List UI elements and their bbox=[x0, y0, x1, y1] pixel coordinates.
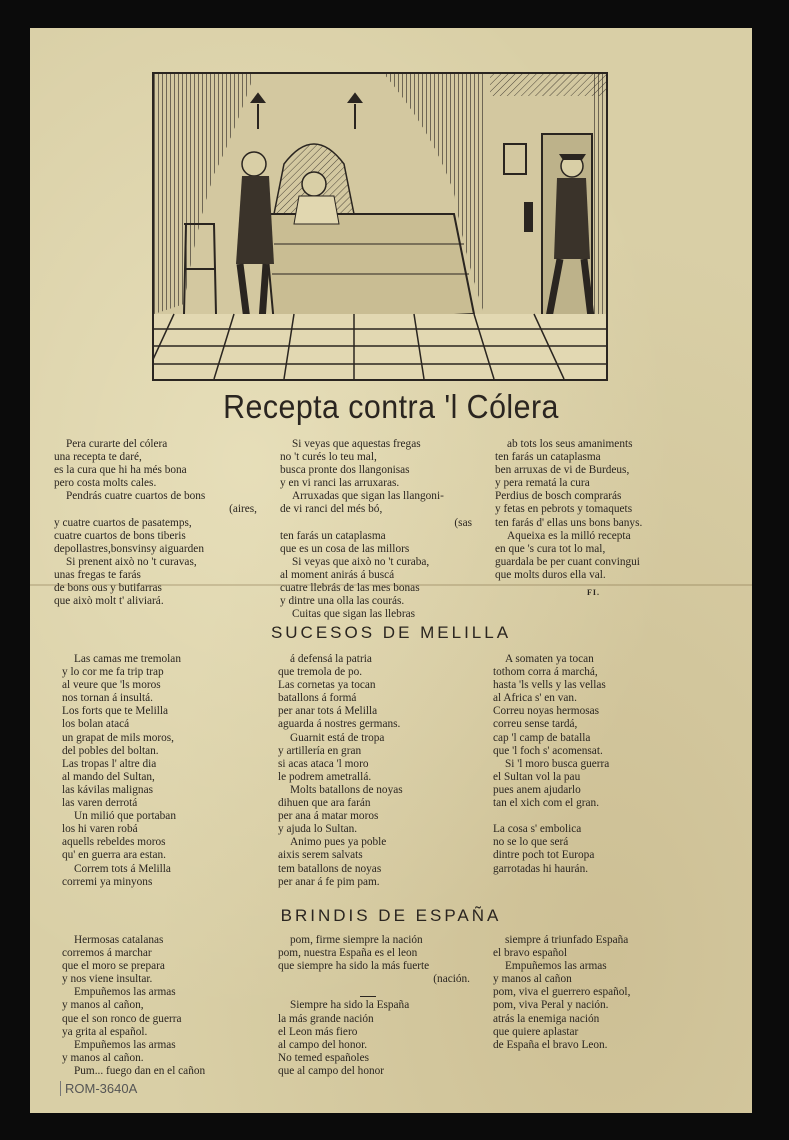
verse-line: ten farás d' ellas uns bons banys. bbox=[495, 516, 643, 529]
verse-line: tothom corra á marchá, bbox=[493, 666, 598, 679]
verse-line: y pera rematá la cura bbox=[495, 477, 590, 490]
verse-line: busca pronte dos llangonisas bbox=[280, 464, 410, 477]
verse-line: de vi ranci del més bó, bbox=[280, 503, 383, 516]
broadsheet-page bbox=[30, 28, 752, 1113]
verse-line: que el moro se prepara bbox=[62, 960, 165, 973]
verse-line: si acas ataca 'l moro bbox=[278, 757, 369, 770]
verse-line: el Sultan vol la pau bbox=[493, 770, 581, 783]
verse-line: Las tropas l' altre dia bbox=[62, 757, 157, 770]
section-heading: BRINDIS DE ESPAÑA bbox=[280, 906, 502, 925]
verse-line: los bolan atacá bbox=[62, 718, 130, 731]
verse-line: Empuñemos las armas bbox=[505, 960, 607, 973]
verse-line: pom, viva Peral y nación. bbox=[493, 999, 609, 1012]
verse-line: que el son ronco de guerra bbox=[62, 1012, 182, 1025]
page-title: Recepta contra 'l Cólera bbox=[223, 388, 559, 425]
verse-line: y fetas en pebrots y tomaquets bbox=[495, 503, 633, 516]
verse-line: y ajuda lo Sultan. bbox=[278, 823, 358, 836]
verse-line: las kávilas malignas bbox=[62, 783, 153, 796]
verse-line: garrotadas hi haurán. bbox=[493, 862, 589, 875]
verse-line: al Africa s' en van. bbox=[493, 692, 577, 705]
verse-line: tan el xich com el gran. bbox=[493, 797, 600, 810]
verse-line: Si prenent això no 't curavas, bbox=[66, 555, 197, 568]
poem-column bbox=[62, 934, 205, 1078]
verse-line: al campo del honor. bbox=[278, 1038, 368, 1051]
poem-column bbox=[495, 438, 642, 582]
verse-line: del pobles del boltan. bbox=[62, 744, 159, 757]
verse-line: al veure que 'ls moros bbox=[62, 679, 161, 692]
verse-line: Guarnit está de tropa bbox=[290, 731, 385, 744]
verse-line: y manos al cañon, bbox=[62, 999, 144, 1012]
verse-line: Molts batallons de noyas bbox=[290, 783, 403, 796]
verse-line: y artillería en gran bbox=[278, 744, 362, 757]
verse-line: tem batallons de noyas bbox=[278, 862, 382, 875]
verse-line: Perdius de bosch comprarás bbox=[495, 490, 622, 503]
verse-line bbox=[493, 810, 609, 823]
verse-line: y dintre una olla las courás. bbox=[280, 595, 405, 608]
verse-line: una recepta te daré, bbox=[54, 451, 142, 464]
verse-line: (nación. bbox=[433, 973, 470, 986]
verse-line: pom, viva el guerrero español, bbox=[493, 986, 631, 999]
verse-line: dihuen que ara farán bbox=[278, 797, 371, 810]
verse-line: dintre poch tot Europa bbox=[493, 849, 595, 862]
verse-line: la más grande nación bbox=[278, 1012, 374, 1025]
verse-line: es la cura que hi ha més bona bbox=[54, 464, 187, 477]
verse-line: y en vi ranci las arruxaras. bbox=[280, 477, 400, 490]
verse-line: No temed españoles bbox=[278, 1051, 369, 1064]
poem-column bbox=[493, 934, 630, 1052]
verse-line: y manos al cañon bbox=[493, 973, 572, 986]
section-heading: SUCESOS DE MELILLA bbox=[270, 623, 512, 642]
verse-line: que tremola de po. bbox=[278, 666, 363, 679]
poem-column bbox=[278, 934, 470, 1078]
verse-line: que 'l foch s' acomensat. bbox=[493, 744, 603, 757]
verse-line: ten farás un cataplasma bbox=[495, 451, 601, 464]
verse-line: Animo pues ya poble bbox=[290, 836, 387, 849]
verse-line: pero costa molts cales. bbox=[54, 477, 157, 490]
verse-divider bbox=[360, 996, 376, 997]
bedroom-scene-illustration bbox=[152, 72, 608, 381]
verse-line: Los forts que te Melilla bbox=[62, 705, 169, 718]
verse-line: siempre á triunfado España bbox=[505, 934, 629, 946]
verse-line: cap 'l camp de batalla bbox=[493, 731, 591, 744]
verse-line: y lo cor me fa trip trap bbox=[62, 666, 164, 679]
verse-line: Aqueixa es la milló recepta bbox=[507, 529, 631, 542]
verse-line: que quiere aplastar bbox=[493, 1025, 579, 1038]
verse-line: Un milió que portaban bbox=[74, 810, 176, 823]
verse-line: no 't curés lo teu mal, bbox=[280, 451, 377, 464]
verse-line: Pera curarte del cólera bbox=[66, 438, 168, 450]
poem-column bbox=[278, 653, 403, 889]
verse-line: (sas bbox=[454, 516, 472, 529]
verse-line: depollastres,bonsvinsy aiguarden bbox=[54, 542, 204, 555]
verse-line: Si 'l moro busca guerra bbox=[505, 757, 610, 770]
verse-line: Correu noyas hermosas bbox=[493, 705, 600, 718]
verse-line: ben arruxas de vi de Burdeus, bbox=[495, 464, 630, 477]
verse-line: que això molt t' aliviará. bbox=[54, 595, 164, 608]
poem-column bbox=[493, 653, 609, 876]
verse-line: cuatre cuartos de bons tiberis bbox=[54, 529, 186, 542]
verse-line: Hermosas catalanas bbox=[74, 934, 164, 946]
verse-line: no se lo que será bbox=[493, 836, 569, 849]
verse-line: al mando del Sultan, bbox=[62, 770, 155, 783]
verse-line: los hi varen robá bbox=[62, 823, 138, 836]
verse-line: Empuñemos las armas bbox=[74, 1038, 176, 1051]
verse-line: corremos á marchar bbox=[62, 947, 152, 960]
verse-line: atrás la enemiga nación bbox=[493, 1012, 600, 1025]
verse-line: nos tornan á insultá. bbox=[62, 692, 153, 705]
verse-line: Si veyas que aquestas fregas bbox=[292, 438, 421, 450]
verse-line: (aires, bbox=[229, 503, 257, 516]
verse-line: corremi ya minyons bbox=[62, 875, 153, 888]
poem-column bbox=[280, 438, 472, 621]
verse-line: pom, nuestra España es el leon bbox=[278, 947, 418, 960]
verse-line: Siempre ha sido la España bbox=[290, 999, 410, 1012]
verse-line: cuatre llebrás de las mes bonas bbox=[280, 582, 420, 595]
verse-line: Cuitas que sigan las llebras bbox=[292, 608, 415, 621]
verse-line: aguarda á nostres germans. bbox=[278, 718, 401, 731]
verse-line: correu sense tardá, bbox=[493, 718, 578, 731]
verse-line: Pum... fuego dan en el cañon bbox=[74, 1064, 206, 1077]
verse-line: en que 's cura tot lo mal, bbox=[495, 542, 606, 555]
verse-line: pom, firme siempre la nación bbox=[290, 934, 423, 946]
verse-line: per ana á matar moros bbox=[278, 810, 379, 823]
verse-line: que molts duros ella val. bbox=[495, 568, 606, 581]
verse-line: Correm tots á Melilla bbox=[74, 862, 171, 875]
verse-line: las varen derrotá bbox=[62, 797, 138, 810]
verse-line: per anar á fe pim pam. bbox=[278, 875, 380, 888]
engraving-drawing bbox=[154, 74, 606, 379]
verse-line: unas fregas te farás bbox=[54, 568, 141, 581]
verse-line: aixis serem salvats bbox=[278, 849, 363, 862]
verse-line: que es un cosa de las millors bbox=[280, 542, 410, 555]
verse-line: Las camas me tremolan bbox=[74, 653, 181, 665]
verse-line: Si veyas que això no 't curaba, bbox=[292, 555, 430, 568]
verse-line: Las cornetas ya tocan bbox=[278, 679, 376, 692]
verse-line: Pendrás cuatre cuartos de bons bbox=[66, 490, 206, 503]
poem-column bbox=[54, 438, 257, 608]
verse-line: qu' en guerra ara estan. bbox=[62, 849, 166, 862]
verse-line: per anar tots á Melilla bbox=[278, 705, 378, 718]
verse-line: aquells rebeldes moros bbox=[62, 836, 166, 849]
verse-line: le podrem ametrallá. bbox=[278, 770, 372, 783]
verse-line: ab tots los seus amaniments bbox=[507, 438, 633, 450]
verse-line: ten farás un cataplasma bbox=[280, 529, 386, 542]
verse-line: el Leon más fiero bbox=[278, 1025, 358, 1038]
shelfmark-label: ROM-3640A bbox=[60, 1081, 141, 1096]
verse-line: que siempre ha sido la más fuerte bbox=[278, 960, 430, 973]
verse-line: y manos al cañon. bbox=[62, 1051, 144, 1064]
verse-line: el bravo español bbox=[493, 947, 568, 960]
verse-line: á defensá la patria bbox=[290, 653, 372, 665]
verse-line: Arruxadas que sigan las llangoni- bbox=[292, 490, 444, 503]
poem-column bbox=[62, 653, 181, 889]
verse-line: batallons á formá bbox=[278, 692, 357, 705]
verse-line: Empuñemos las armas bbox=[74, 986, 176, 999]
verse-line: ya grita al español. bbox=[62, 1025, 148, 1038]
verse-line: A somaten ya tocan bbox=[505, 653, 594, 665]
signature: FI. bbox=[587, 588, 600, 597]
verse-line: hasta 'ls vells y las vellas bbox=[493, 679, 606, 692]
verse-line: La cosa s' embolica bbox=[493, 823, 582, 836]
verse-line: al moment anirás á buscá bbox=[280, 568, 395, 581]
verse-line: y cuatre cuartos de pasatemps, bbox=[54, 516, 192, 529]
verse-line: guardala be per cuant convingui bbox=[495, 555, 640, 568]
verse-line: y nos viene insultar. bbox=[62, 973, 153, 986]
verse-line: de España el bravo Leon. bbox=[493, 1038, 608, 1051]
verse-line: un grapat de mils moros, bbox=[62, 731, 175, 744]
verse-line bbox=[278, 986, 470, 999]
verse-line: de bons ous y butifarras bbox=[54, 582, 162, 595]
verse-line: que al campo del honor bbox=[278, 1064, 385, 1077]
verse-line: pues anem ajudarlo bbox=[493, 783, 581, 796]
